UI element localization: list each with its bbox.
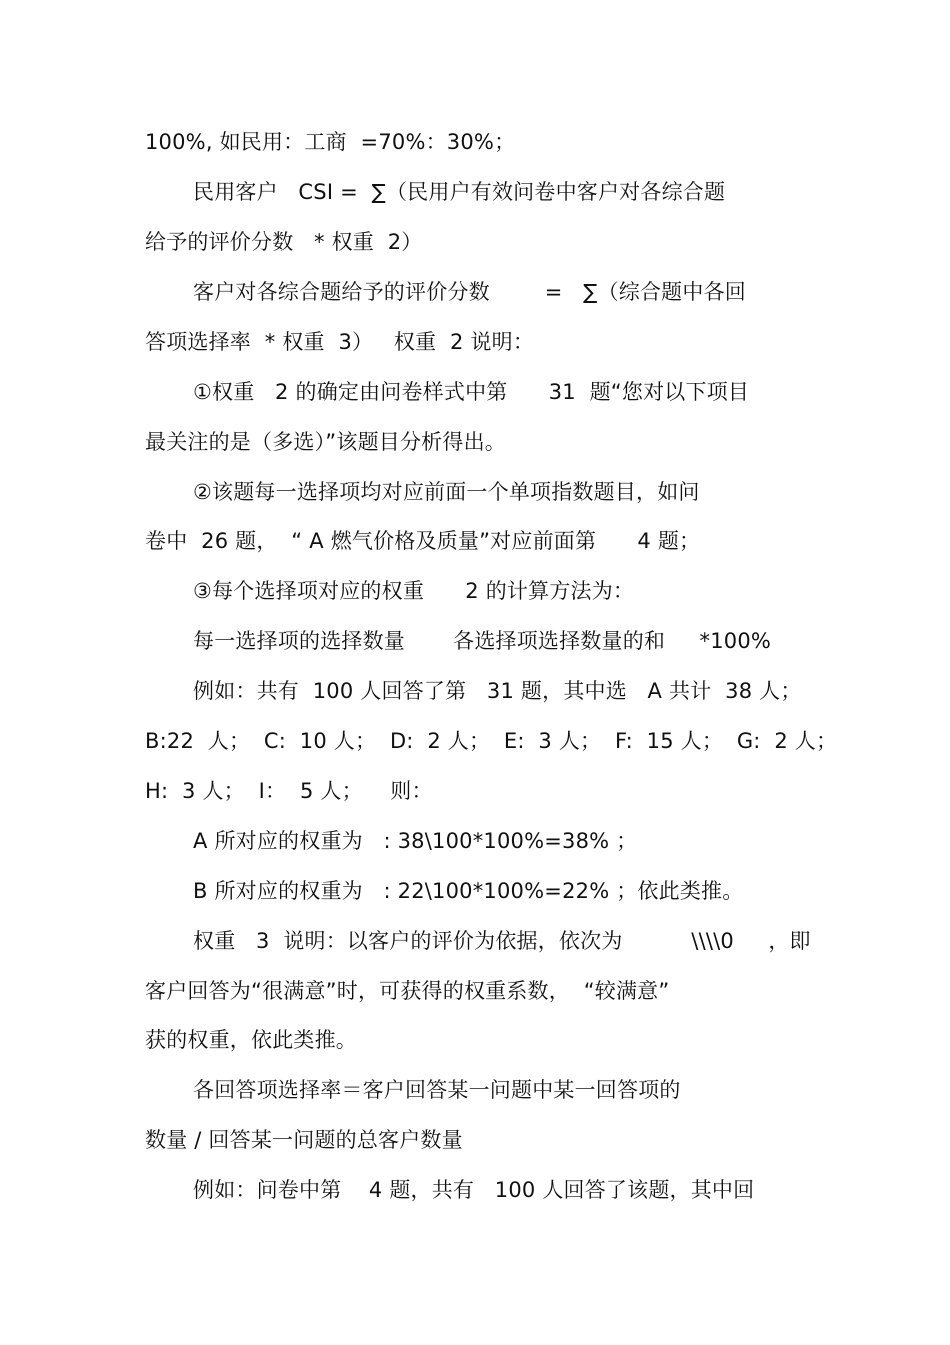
text-line: 答项选择率 * 权重 3） 权重 2 说明：	[145, 330, 535, 354]
text-line: 例如：共有 100 人回答了第 31 题，其中选 A 共计 38 人；	[193, 679, 802, 703]
text-line: 最关注的是（多选）”该题目分析得出。	[145, 430, 506, 454]
text-line: 例如：问卷中第 4 题，共有 100 人回答了该题，其中回	[193, 1178, 755, 1202]
text-line: 客户回答为“很满意”时，可获得的权重系数， “较满意”	[145, 979, 670, 1003]
text-line: 民用客户 CSI = ∑（民用户有效问卷中客户对各综合题	[193, 180, 726, 204]
text-line: 100%, 如民用：工商 =70%：30%；	[145, 130, 516, 154]
text-line: 获的权重，依此类推。	[145, 1028, 357, 1052]
text-line: B:22 人； C: 10 人； D: 2 人； E: 3 人； F: 15 人； G: 2 人；	[145, 729, 838, 753]
text-line: ①权重 2 的确定由问卷样式中第 31 题“您对以下项目	[193, 380, 750, 404]
text-line: 权重 3 说明：以客户的评价为依据，依次为 \\\\0 ，即	[193, 929, 811, 953]
text-line: H: 3 人； I： 5 人； 则：	[145, 779, 433, 803]
text-line: 数量 / 回答某一问题的总客户数量	[145, 1128, 463, 1152]
text-line: 给予的评价分数 * 权重 2）	[145, 230, 423, 254]
text-line: A 所对应的权重为 : 38\100*100%=38% ；	[193, 829, 638, 853]
text-line: ③每个选择项对应的权重 2 的计算方法为：	[193, 579, 635, 603]
text-line: 卷中 26 题， “ A 燃气价格及质量”对应前面第 4 题；	[145, 529, 701, 553]
text-line: 客户对各综合题给予的评价分数 = ∑（综合题中各回	[193, 280, 746, 304]
text-line: 每一选择项的选择数量 各选择项选择数量的和 *100%	[193, 629, 772, 653]
text-line: ②该题每一选择项均对应前面一个单项指数题目，如问	[193, 480, 700, 504]
text-line: 各回答项选择率＝客户回答某一问题中某一回答项的	[193, 1078, 681, 1102]
text-line: B 所对应的权重为 : 22\100*100%=22% ；依此类推。	[193, 879, 744, 903]
